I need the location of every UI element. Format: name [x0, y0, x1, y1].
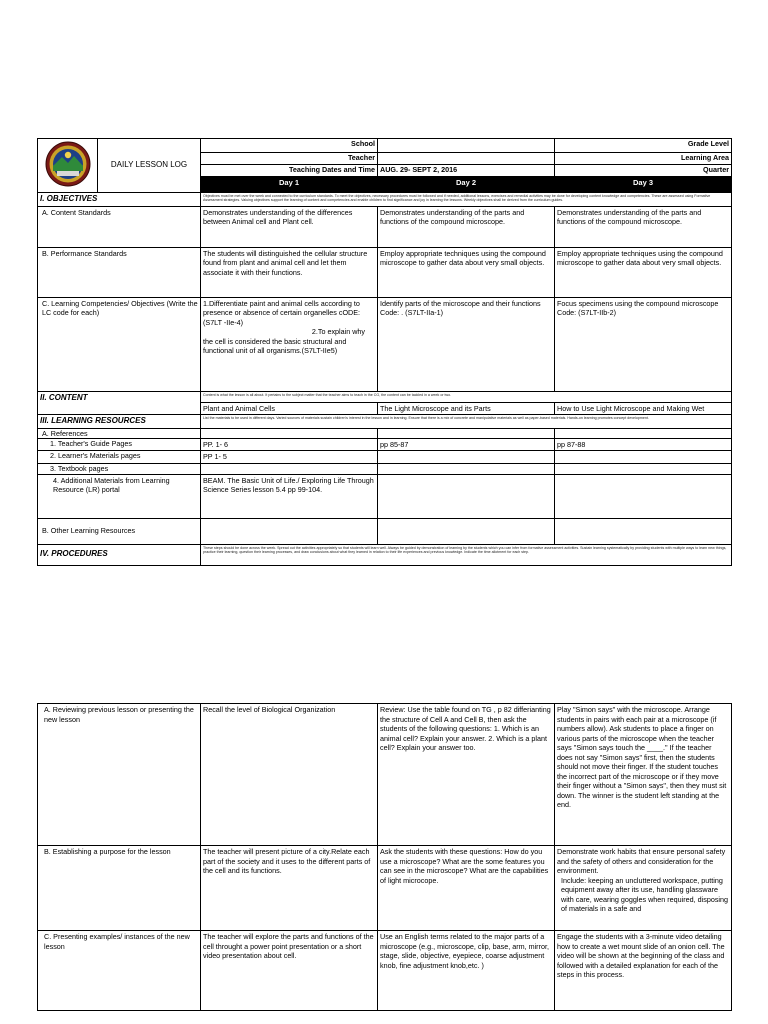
examples-label: C. Presenting examples/ instances of the new lesson: [38, 931, 201, 1011]
procedures-heading: IV. PROCEDURES: [38, 544, 201, 565]
purpose-day-3-include: Include: keeping an uncluttered workspace, putting equipment away after its use, handling glassware with care, wearing goggles when required, disposing of materials in a safe and: [561, 875, 729, 913]
references-day-1: [201, 428, 378, 438]
teachers-guide-day-2: pp 85-87: [378, 438, 555, 451]
performance-standards-day-2: Employ appropriate techniques using the compound microscope to gather data about very small objects.: [378, 247, 555, 297]
document-title: DAILY LESSON LOG: [98, 139, 201, 193]
performance-standards-label: B. Performance Standards: [38, 247, 201, 297]
content-standards-label: A. Content Standards: [38, 206, 201, 247]
content-day-1: Plant and Animal Cells: [201, 402, 378, 415]
purpose-day-2: Ask the students with these questions: How do you use a microscope? What are the some features you can see in the microscope? What are the capabilities of light microcope.: [378, 846, 555, 931]
school-label: School: [201, 139, 378, 153]
lr-portal-day-2: [378, 474, 555, 518]
teachers-guide-day-3: pp 87-88: [555, 438, 732, 451]
learners-materials-day-3: [555, 451, 732, 464]
other-resources-day-2: [378, 518, 555, 544]
examples-day-3: Engage the students with a 3-minute video detailing how to create a wet mount slide of an onion cell. The video will be shown at the beginning of the class and followed with a detailed explanation for each of the steps in this process.: [555, 931, 732, 1011]
references-day-2: [378, 428, 555, 438]
teacher-value: [378, 153, 555, 165]
purpose-day-1: The teacher will present picture of a city.Relate each part of the society and it uses to the different parts of the cell and its functions.: [201, 846, 378, 931]
references-day-3: [555, 428, 732, 438]
teacher-label: Teacher: [201, 153, 378, 165]
learning-competencies-day-3: Focus specimens using the compound microscope Code: (S7LT-IIb-2): [555, 297, 732, 391]
other-resources-label: B. Other Learning Resources: [38, 518, 201, 544]
lesson-log-table-page-1: [37, 138, 732, 566]
reviewing-day-1: Recall the level of Biological Organization: [201, 704, 378, 846]
school-value: [378, 139, 555, 153]
procedures-note: These steps should be done across the week. Spread out the activities appropriately so that students will learn well. Always be guided by demonstration of learning by the students which you can infer from formative assessment activities. Sustain learning systematically by providing students with multiple ways to learn new things, practice their learning, question their learning processes, and draw conclusions about what they learned in relation to their life experiences and previous knowledge. Indicate the time allotment for each step.: [201, 544, 732, 565]
teaching-dates-value: AUG. 29- SEPT 2, 2016: [378, 165, 555, 177]
content-standards-day-3: Demonstrates understanding of the parts and functions of the compound microscope.: [555, 206, 732, 247]
reviewing-day-2: Review: Use the table found on TG , p 82 differianting the structure of Cell A and Cell B, then ask the students of the following questions: 1. Which is an animal cell? Explain your answer. 2. Which is a plant cell? Explain your answer too.: [378, 704, 555, 846]
references-label: A. References: [38, 428, 201, 438]
day-3-header: Day 3: [555, 177, 732, 192]
lr-portal-day-3: [555, 474, 732, 518]
learning-competencies-label: C. Learning Competencies/ Objectives (Write the LC code for each): [38, 297, 201, 391]
competency-2-heading: 2.To explain why: [311, 327, 365, 336]
day-2-header: Day 2: [378, 177, 555, 192]
reviewing-day-3: Play "Simon says" with the microscope. Arrange students in pairs with each pair at a microscope (if numbers allow). Ask students to place a finger on various parts of the microscope when the teacher says "Simon says touch the ____." If the teacher does not say "Simon says" first, then the students should not move their finger. If the student touches the incorrect part of the microscope or if they move their finger without a "Simon says", then they must sit down. The winner is the student left standing at the end.: [555, 704, 732, 846]
deped-seal-icon: [44, 140, 92, 188]
competency-2-text: the cell is considered the basic structural and functional unit of all organisms.(S7LT-IIe5): [203, 336, 347, 355]
content-standards-day-1: Demonstrates understanding of the differences between Animal cell and Plant cell.: [201, 206, 378, 247]
logo-cell: [38, 139, 98, 193]
examples-day-2: Use an English terms related to the major parts of a microscope (e.g., microscope, clip, base, arm, mirror, stage, slide, objective, eyepiece, coarse adjustment knob, fine adjustment knob,etc. ): [378, 931, 555, 1011]
teachers-guide-label: 1. Teacher's Guide Pages: [38, 438, 201, 451]
teaching-dates-label: Teaching Dates and Time: [201, 165, 378, 177]
textbook-pages-day-1: [201, 463, 378, 474]
content-note: Content is what the lesson is all about. It pertains to the subject matter that the teacher aims to teach in the CG, the content can be tackled in a week or two.: [201, 391, 732, 402]
lesson-log-table-page-2: [37, 703, 732, 1011]
grade-level-label: Grade Level: [555, 139, 732, 153]
other-resources-day-3: [555, 518, 732, 544]
textbook-pages-day-3: [555, 463, 732, 474]
objectives-note: Objectives must be met over the week and connected to the curriculum standards. To meet the objectives, necessary procedures must be followed and if needed, additional lessons, exercises and remedial activities may be done for developing content knowledge and competencies. These are assessed using Formative Assessment strategies. Valuing objectives support the learning of content and competencies and enable children to find significance and joy in learning the lessons. Weekly objectives shall be derived from the curriculum guides.: [201, 192, 732, 206]
objectives-heading: I. OBJECTIVES: [38, 192, 201, 206]
textbook-pages-day-2: [378, 463, 555, 474]
content-standards-day-2: Demonstrates understanding of the parts and functions of the compound microscope.: [378, 206, 555, 247]
learners-materials-day-1: PP 1- 5: [201, 451, 378, 464]
lr-portal-day-1: BEAM. The Basic Unit of Life./ Exploring Life Through Science Series lesson 5.4 pp 99-104.: [201, 474, 378, 518]
content-heading: II. CONTENT: [38, 391, 201, 415]
learning-area-label: Learning Area: [555, 153, 732, 165]
performance-standards-day-1: The students will distinguished the cellular structure found from plant and animal cell and let them associate it with their functions.: [201, 247, 378, 297]
competency-1-text: 1.Differentiate paint and animal cells according to presence or absence of certain organelles cODE:(S7LT -IIe-4): [203, 298, 361, 327]
day-1-header: Day 1: [201, 177, 378, 192]
textbook-pages-label: 3. Textbook pages: [38, 463, 201, 474]
teachers-guide-day-1: PP. 1- 6: [201, 438, 378, 451]
learning-competencies-day-1: [201, 297, 378, 391]
lr-portal-label: 4. Additional Materials from Learning Resource (LR) portal: [38, 474, 201, 518]
learning-competencies-day-2: Identify parts of the microscope and their functions Code: . (S7LT-IIa-1): [378, 297, 555, 391]
reviewing-label: A. Reviewing previous lesson or presenting the new lesson: [38, 704, 201, 846]
learners-materials-label: 2. Learner's Materials pages: [38, 451, 201, 464]
learners-materials-day-2: [378, 451, 555, 464]
content-day-3: How to Use Light Microscope and Making Wet: [555, 402, 732, 415]
purpose-day-3-intro: Demonstrate work habits that ensure personal safety and the safety of others and consideration for the environment.: [557, 847, 726, 875]
purpose-day-3: [555, 846, 732, 931]
content-day-2: The Light Microscope and its Parts: [378, 402, 555, 415]
performance-standards-day-3: Employ appropriate techniques using the compound microscope to gather data about very small objects.: [555, 247, 732, 297]
quarter-label: Quarter: [555, 165, 732, 177]
learning-resources-heading: III. LEARNING RESOURCES: [38, 415, 201, 429]
other-resources-day-1: [201, 518, 378, 544]
purpose-label: B. Establishing a purpose for the lesson: [38, 846, 201, 931]
learning-resources-note: List the materials to be used in different days. Varied sources of materials sustain children's interest in the lesson and in learning. Ensure that there is a mix of concrete and manipulative materials as well as paper-based materials. Hands-on learning promotes concept development.: [201, 415, 732, 429]
examples-day-1: The teacher will explore the parts and functions of the cell throught a power point presentation or a short video presentation about cell.: [201, 931, 378, 1011]
